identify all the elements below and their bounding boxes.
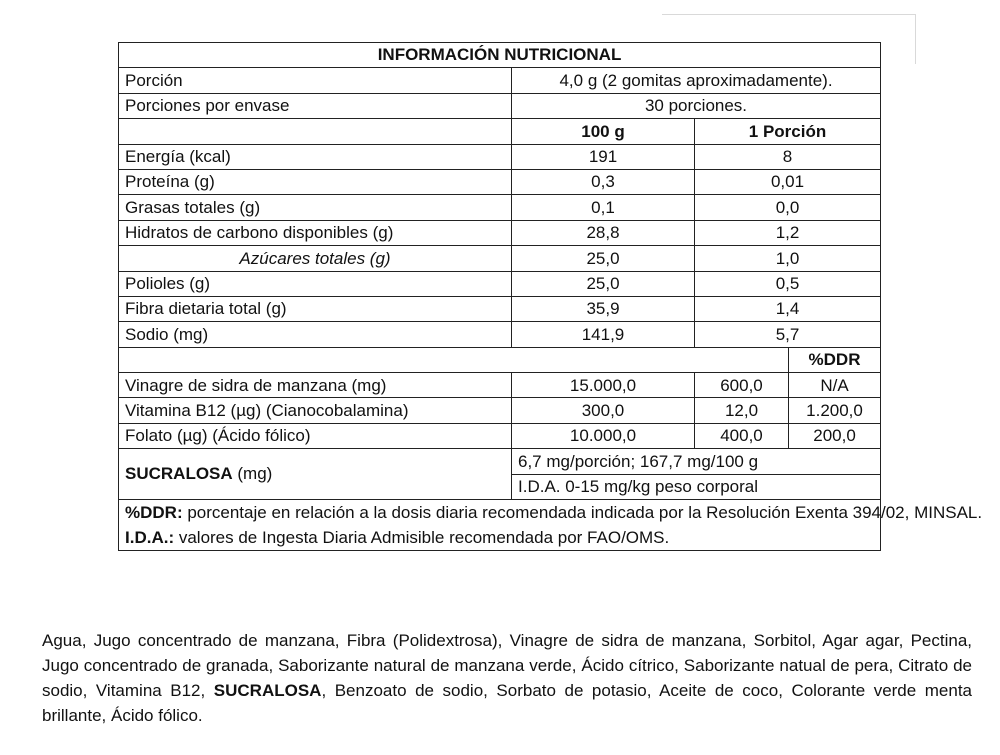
nutrient-row xyxy=(119,144,881,169)
nutrition-table xyxy=(118,42,983,551)
table-title: INFORMACIÓN NUTRICIONAL xyxy=(119,43,881,68)
sucralosa-content: 6,7 mg/porción; 167,7 mg/100 g xyxy=(512,449,881,474)
nutrient-row xyxy=(119,322,881,347)
nutrient-per100: 35,9 xyxy=(512,296,695,321)
sucralosa-label xyxy=(119,449,512,500)
sucralosa-unit: (mg) xyxy=(232,464,273,484)
sucralosa-name: SUCRALOSA xyxy=(125,464,233,484)
ddr-note-label: %DDR: xyxy=(125,503,183,523)
extra-label: Vinagre de sidra de manzana (mg) xyxy=(119,373,512,398)
header-1-portion: 1 Porción xyxy=(695,119,881,144)
extra-row xyxy=(119,423,881,448)
ddr-header: %DDR xyxy=(789,347,881,372)
ida-note-label: I.D.A.: xyxy=(125,528,175,548)
notes-row xyxy=(119,500,881,551)
nutrient-per-portion: 1,0 xyxy=(695,246,881,271)
extra-row xyxy=(119,398,881,423)
column-header-row xyxy=(119,119,881,144)
portion-row xyxy=(119,68,881,93)
ingredients-text xyxy=(42,628,972,728)
extra-per-portion: 400,0 xyxy=(695,423,789,448)
nutrient-per100: 28,8 xyxy=(512,220,695,245)
extra-per-portion: 600,0 xyxy=(695,373,789,398)
nutrient-row xyxy=(119,271,881,296)
ingredients-sucralosa: SUCRALOSA xyxy=(213,681,322,700)
nutrient-label: Proteína (g) xyxy=(119,169,512,194)
extra-ddr: N/A xyxy=(789,373,881,398)
nutrient-label: Energía (kcal) xyxy=(119,144,512,169)
empty-cell xyxy=(119,347,789,372)
nutrient-row xyxy=(119,220,881,245)
ddr-header-row xyxy=(119,347,881,372)
nutrient-row xyxy=(119,296,881,321)
extra-ddr: 1.200,0 xyxy=(789,398,881,423)
sucralosa-row xyxy=(119,449,881,474)
nutrient-label: Fibra dietaria total (g) xyxy=(119,296,512,321)
extra-per100: 300,0 xyxy=(512,398,695,423)
sucralosa-ida: I.D.A. 0-15 mg/kg peso corporal xyxy=(512,474,881,499)
nutrient-row xyxy=(119,246,881,271)
nutrient-per100: 0,3 xyxy=(512,169,695,194)
ida-note-text: valores de Ingesta Diaria Admisible recomendada por FAO/OMS. xyxy=(174,528,670,548)
nutrient-row xyxy=(119,195,881,220)
nutrient-per100: 191 xyxy=(512,144,695,169)
nutrient-label: Polioles (g) xyxy=(119,271,512,296)
nutrient-per100: 25,0 xyxy=(512,246,695,271)
nutrient-row xyxy=(119,169,881,194)
nutrient-per100: 0,1 xyxy=(512,195,695,220)
nutrient-per-portion: 8 xyxy=(695,144,881,169)
portion-label: Porción xyxy=(119,68,512,93)
nutrient-per-portion: 5,7 xyxy=(695,322,881,347)
nutrient-per-portion: 1,2 xyxy=(695,220,881,245)
servings-label: Porciones por envase xyxy=(119,93,512,118)
nutrient-per100: 25,0 xyxy=(512,271,695,296)
servings-row xyxy=(119,93,881,118)
table-notes xyxy=(119,500,983,551)
nutrient-label: Grasas totales (g) xyxy=(119,195,512,220)
nutrient-per-portion: 0,0 xyxy=(695,195,881,220)
servings-value: 30 porciones. xyxy=(512,93,881,118)
ddr-note-text: porcentaje en relación a la dosis diaria recomendada indicada por la Resolución Exenta 394/02, MINSAL. xyxy=(182,503,983,523)
extra-ddr: 200,0 xyxy=(789,423,881,448)
extra-per100: 15.000,0 xyxy=(512,373,695,398)
nutrient-label: Hidratos de carbono disponibles (g) xyxy=(119,220,512,245)
nutrient-per100: 141,9 xyxy=(512,322,695,347)
extra-label: Folato (µg) (Ácido fólico) xyxy=(119,423,512,448)
nutrient-label: Sodio (mg) xyxy=(119,322,512,347)
nutrient-per-portion: 0,5 xyxy=(695,271,881,296)
header-100g: 100 g xyxy=(512,119,695,144)
ingredients-part1: Agua, Jugo concentrado de manzana, Fibra (Polidextrosa), Vinagre de sidra de manzana, Sorbitol, Agar agar, Pectina, Jugo concentrado de granada, Saborizante natural de manzana verde, Ácido cítrico, Saborizante natual de pera, Citrato de sodio, Vitamina B12, xyxy=(42,631,972,700)
title-row xyxy=(119,43,881,68)
nutrient-per-portion: 1,4 xyxy=(695,296,881,321)
portion-value: 4,0 g (2 gomitas aproximadamente). xyxy=(512,68,881,93)
extra-row xyxy=(119,373,881,398)
nutrient-label-sub: Azúcares totales (g) xyxy=(119,246,512,271)
extra-per-portion: 12,0 xyxy=(695,398,789,423)
nutrient-per-portion: 0,01 xyxy=(695,169,881,194)
ingredients-part2: , Benzoato de sodio, Sorbato de potasio, Aceite de coco, Colorante verde menta brillante, Ácido fólico. xyxy=(42,681,973,725)
extra-label: Vitamina B12 (µg) (Cianocobalamina) xyxy=(119,398,512,423)
empty-cell xyxy=(119,119,512,144)
extra-per100: 10.000,0 xyxy=(512,423,695,448)
